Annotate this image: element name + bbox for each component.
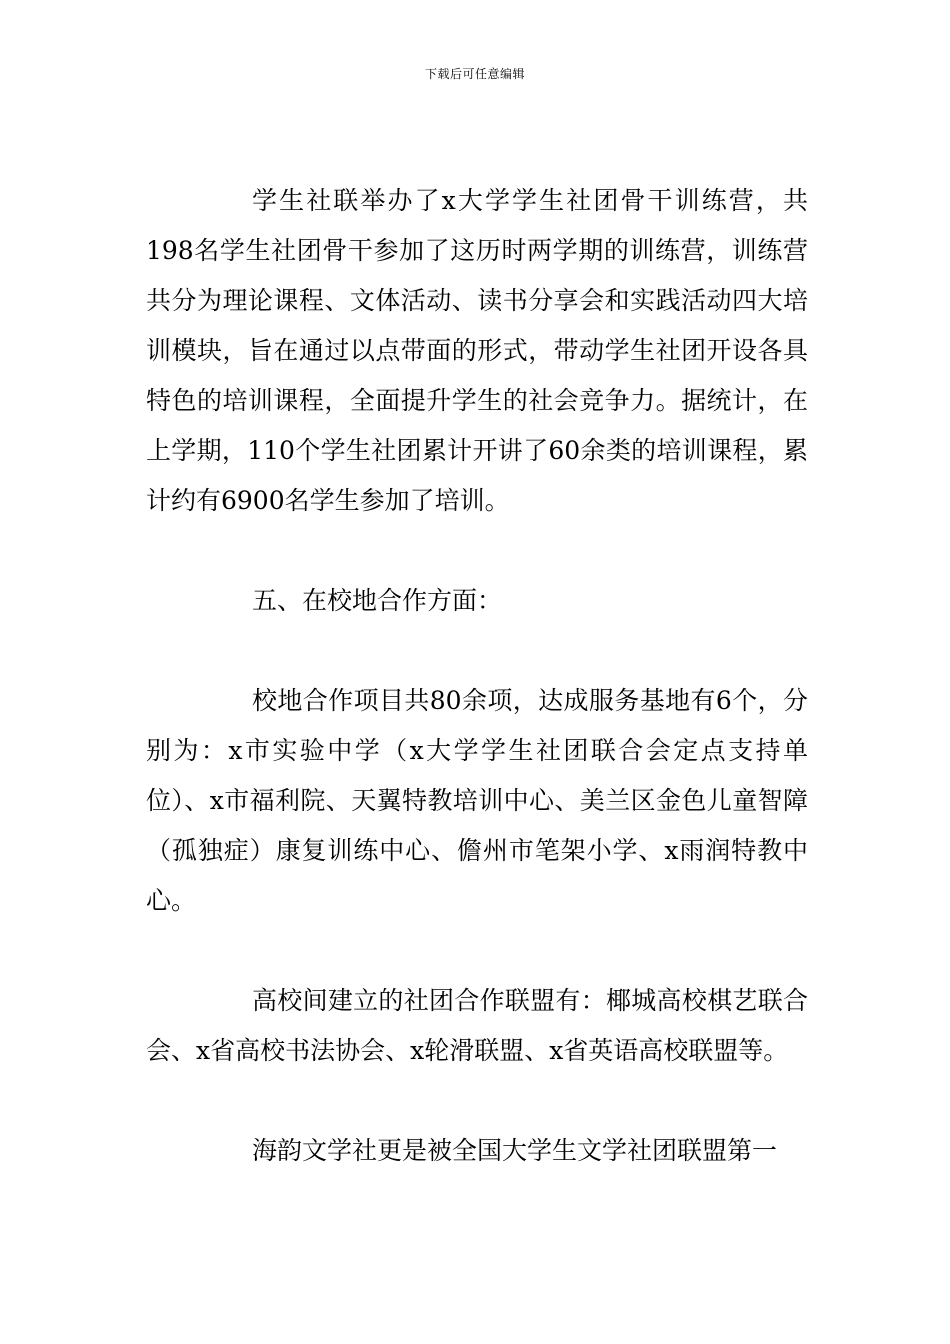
paragraph-spacer [146,526,808,576]
paragraph-training-camp: 学生社联举办了x大学学生社团骨干训练营，共198名学生社团骨干参加了这历时两学期的训练营，训练营共分为理论课程、文体活动、读书分享会和实践活动四大培训模块，旨在通过以点带面的形式，带动学生社团开设各具特色的培训课程，全面提升学生的社会竞争力。据统计，在上学期，110个学生社团累计开讲了60余类的培训课程，累计约有6900名学生参加了培训。 [146,186,808,515]
paragraph-spacer [146,1076,808,1126]
paragraph-literary-society: 海韵文学社更是被全国大学生文学社团联盟第一 [252,1136,778,1165]
paragraph-cooperation-projects: 校地合作项目共80余项，达成服务基地有6个，分别为：x市实验中学（x大学学生社团联合会定点支持单位）、x市福利院、天翼特教培训中心、美兰区金色儿童智障（孤独症）康复训练中心、儋州市笔架小学、x雨润特教中心。 [146,686,808,915]
page-header: 下载后可任意编辑 [424,67,525,81]
paragraph-club-alliances: 高校间建立的社团合作联盟有：椰城高校棋艺联合会、x省高校书法协会、x轮滑联盟、x省英语高校联盟等。 [146,986,808,1065]
document-body [146,176,808,1176]
section-heading-school-local-cooperation: 五、在校地合作方面： [252,586,503,615]
paragraph-spacer [146,626,808,676]
paragraph-spacer [146,926,808,976]
